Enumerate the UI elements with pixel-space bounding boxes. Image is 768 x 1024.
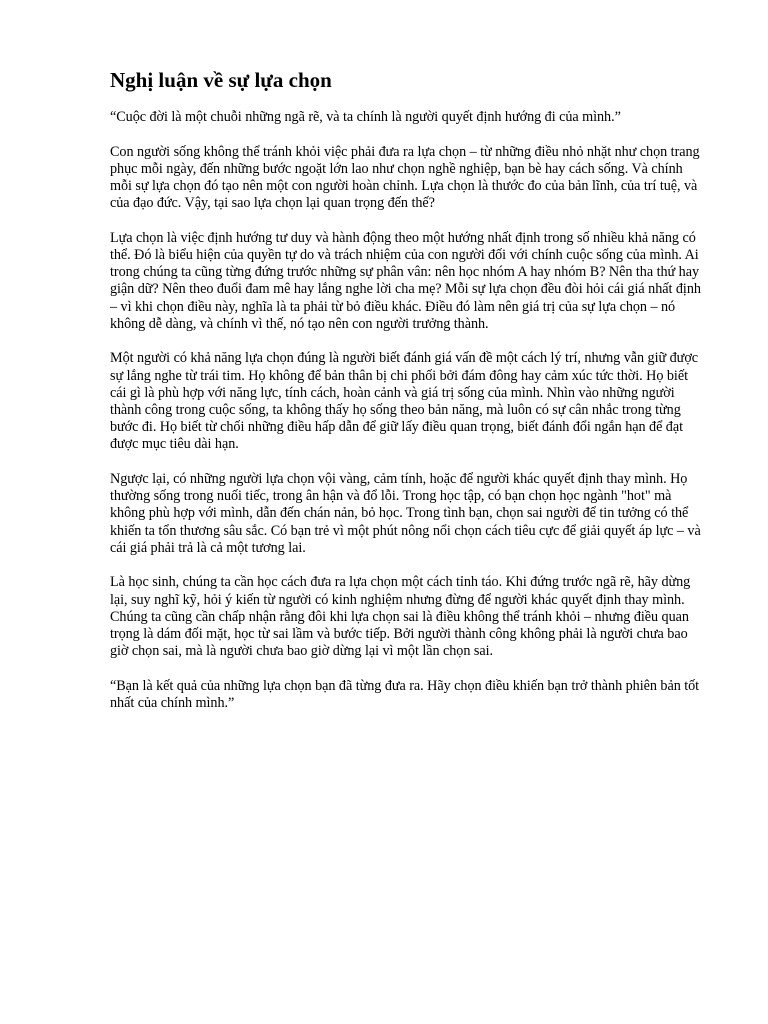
paragraph-introduction: Con người sống không thể tránh khỏi việc phải đưa ra lựa chọn – từ những điều nhỏ nhặt như chọn trang phục mỗi ngày, đến những bước ngoặt lớn lao như chọn nghề nghiệp, bạn bè hay cách sống. Và chính mỗi sự lựa chọn đó tạo nên một con người hoàn chỉnh. Lựa chọn là thước đo của bản lĩnh, của trí tuệ, và của đạo đức. Vậy, tại sao lựa chọn lại quan trọng đến thế? — [110, 143, 700, 212]
document-body — [110, 66, 702, 730]
document-title: Nghị luận về sự lựa chọn — [110, 68, 332, 92]
opening-quote: “Cuộc đời là một chuỗi những ngã rẽ, và ta chính là người quyết định hướng đi của mình.” — [110, 109, 621, 125]
paragraph-lesson: Là học sinh, chúng ta cần học cách đưa ra lựa chọn một cách tỉnh táo. Khi đứng trước ngã rẽ, hãy dừng lại, suy nghĩ kỹ, hỏi ý kiến từ người có kinh nghiệm nhưng đừng để người khác quyết định thay mình. Chúng ta cũng cần chấp nhận rằng đôi khi lựa chọn sai là điều không thể tránh khỏi – nhưng điều quan trọng là dám đối mặt, học từ sai lầm và bước tiếp. Bởi người thành công không phải là người chưa bao giờ chọn sai, mà là người chưa bao giờ dừng lại vì một lần chọn sai. — [110, 574, 691, 660]
paragraph-definition: Lựa chọn là việc định hướng tư duy và hành động theo một hướng nhất định trong số nhiều khả năng có thể. Đó là biểu hiện của quyền tự do và trách nhiệm của con người đối với chính cuộc sống của mình. Ai trong chúng ta cũng từng đứng trước những sự phân vân: nên học nhóm A hay nhóm B? Nên tha thứ hay giận dữ? Nên theo đuổi đam mê hay lắng nghe lời cha mẹ? Mỗi sự lựa chọn đều đòi hỏi cái giá nhất định – vì khi chọn điều này, nghĩa là ta phải từ bỏ điều khác. Điều đó làm nên giá trị của sự lựa chọn – nó không dễ dàng, và chính vì thế, nó tạo nên con người trưởng thành. — [110, 229, 701, 332]
paragraph-right-choice: Một người có khả năng lựa chọn đúng là người biết đánh giá vấn đề một cách lý trí, nhưng vẫn giữ được sự lắng nghe từ trái tim. Họ không để bản thân bị chi phối bởi đám đông hay cảm xúc tức thời. Họ biết cái gì là phù hợp với năng lực, tính cách, hoàn cảnh và giá trị sống của mình. Nhìn vào những người thành công trong cuộc sống, ta không thấy họ sống theo bản năng, mà luôn có sự cân nhắc trong từng bước đi. Họ biết từ chối những điều hấp dẫn để giữ lấy điều quan trọng, biết đánh đổi ngắn hạn để đạt được mục tiêu dài hạn. — [110, 350, 699, 453]
paragraph-wrong-choice: Ngược lại, có những người lựa chọn vội vàng, cảm tính, hoặc để người khác quyết định thay mình. Họ thường sống trong nuối tiếc, trong ân hận và đổ lỗi. Trong học tập, có bạn chọn học ngành "hot" mà không phù hợp với mình, dẫn đến chán nản, bỏ học. Trong tình bạn, chọn sai người để tin tưởng có thể khiến ta tổn thương sâu sắc. Có bạn trẻ vì một phút nông nổi chọn cách tiêu cực để giải quyết áp lực – và cái giá phải trả là cả một tương lai. — [110, 471, 701, 556]
closing-quote: “Bạn là kết quả của những lựa chọn bạn đã từng đưa ra. Hãy chọn điều khiến bạn trở thành phiên bản tốt nhất của chính mình.” — [110, 677, 700, 712]
